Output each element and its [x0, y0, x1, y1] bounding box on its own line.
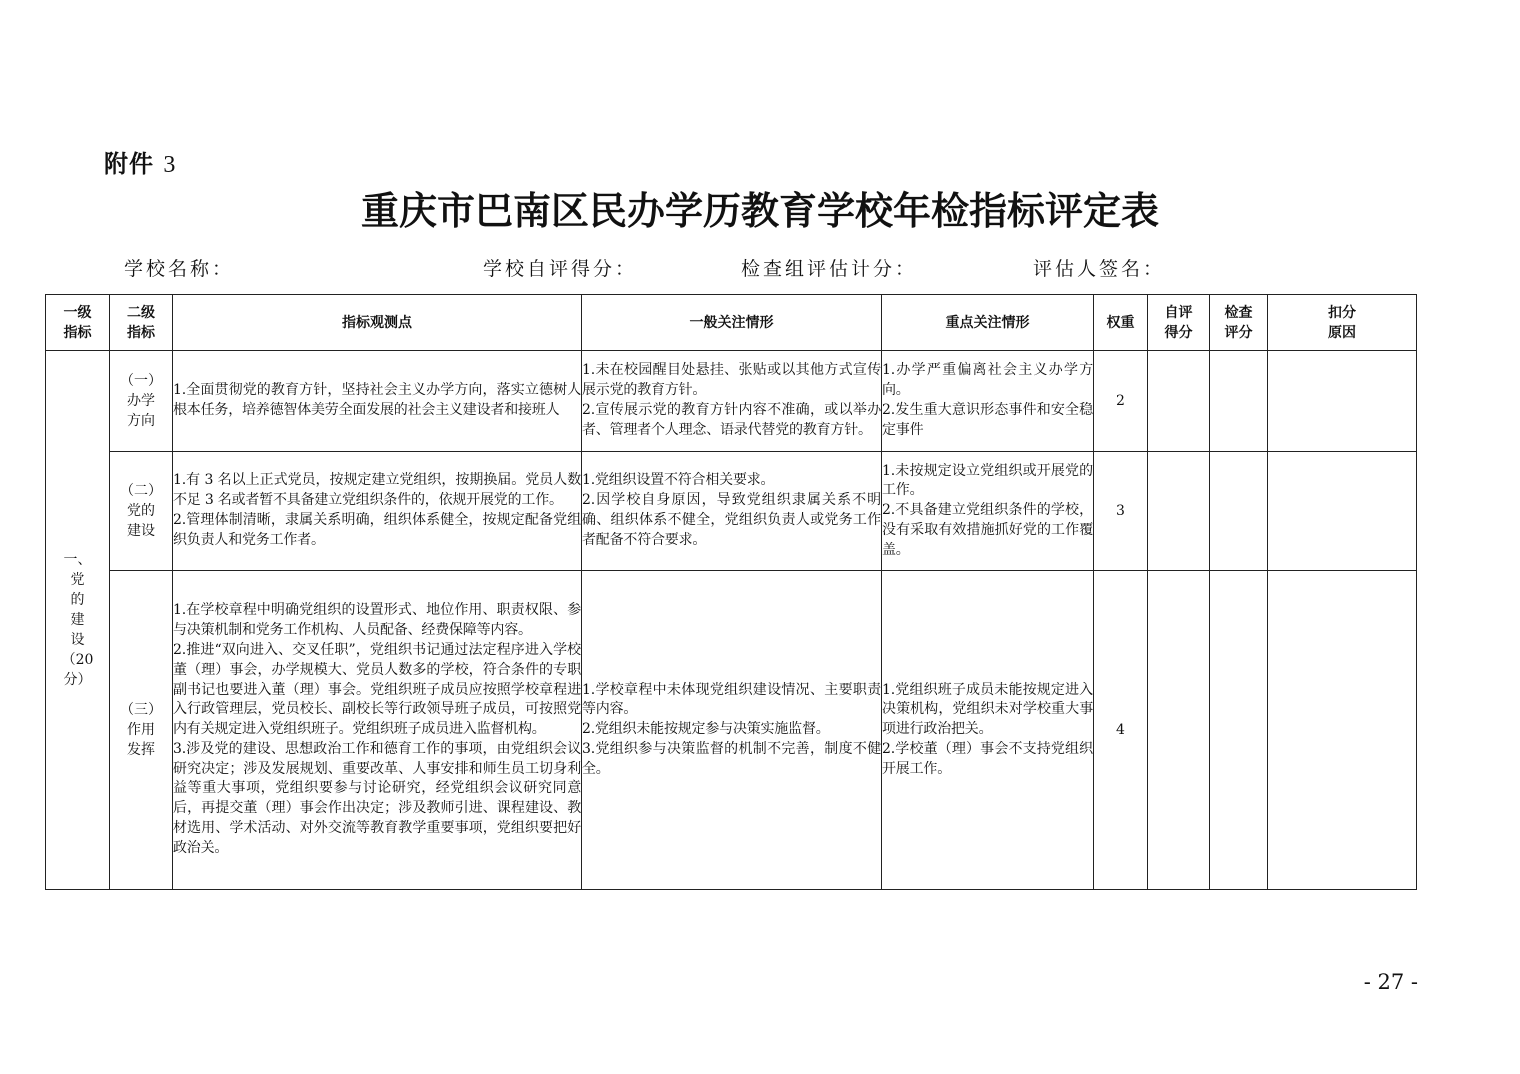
attachment-text: 附件 — [104, 150, 154, 178]
header-weight: 权重 — [1094, 295, 1148, 351]
level2-cell: （三） 作用 发挥 — [110, 571, 173, 890]
level2-cell: （二） 党的 建设 — [110, 452, 173, 571]
inspection-score-label: 检查组评估计分： — [741, 258, 918, 280]
header-deduct: 扣分 原因 — [1268, 295, 1417, 351]
header-self-eval: 自评 得分 — [1148, 295, 1210, 351]
observation-cell: 1.有 3 名以上正式党员，按规定建立党组织，按期换届。党员人数不足 3 名或者暂不具备建立党组织条件的，依规开展党的工作。 2.管理体制清晰，隶属关系明确，组织体系健全，按规定配备党组织负责人和党务工作者。 — [173, 452, 582, 571]
evaluation-table — [45, 294, 1417, 890]
deduct-cell[interactable] — [1268, 571, 1417, 890]
table-row — [46, 351, 1417, 452]
inspect-cell[interactable] — [1210, 452, 1268, 571]
attachment-number: 3 — [163, 152, 177, 178]
school-name-label: 学校名称： — [124, 258, 235, 280]
inspect-cell[interactable] — [1210, 351, 1268, 452]
key-cell: 1.党组织班子成员未能按规定进入决策机构，党组织未对学校重大事项进行政治把关。 2.学校董（理）事会不支持党组织开展工作。 — [882, 571, 1094, 890]
observation-cell: 1.在学校章程中明确党组织的设置形式、地位作用、职责权限、参与决策机制和党务工作机构、人员配备、经费保障等内容。 2.推进“双向进入、交叉任职”，党组织书记通过法定程序进入学校董（理）事会，办学规模大、党员人数多的学校，符合条件的专职副书记也要进入董（理）事会。党组织班子成员应按照学校章程进入行政管理层，党员校长、副校长等行政领导班子成员，可按照党内有关规定进入党组织班子。党组织班子成员进入监督机构。 3.涉及党的建设、思想政治工作和德育工作的事项，由党组织会议研究决定；涉及发展规划、重要改革、人事安排和师生员工切身利益等重大事项，党组织要参与讨论研究，经党组织会议研究同意后，再提交董（理）事会作出决定；涉及教师引进、课程建设、教材选用、学术活动、对外交流等教育教学重要事项，党组织要把好政治关。 — [173, 571, 582, 890]
self-eval-cell[interactable] — [1148, 571, 1210, 890]
general-cell: 1.党组织设置不符合相关要求。 2.因学校自身原因，导致党组织隶属关系不明确、组织体系不健全，党组织负责人或党务工作者配备不符合要求。 — [582, 452, 882, 571]
deduct-cell[interactable] — [1268, 452, 1417, 571]
key-cell: 1.办学严重偏离社会主义办学方向。 2.发生重大意识形态事件和安全稳定事件 — [882, 351, 1094, 452]
header-general: 一般关注情形 — [582, 295, 882, 351]
self-eval-cell[interactable] — [1148, 351, 1210, 452]
page-number: - 27 - — [1363, 970, 1418, 994]
header-level1: 一级 指标 — [46, 295, 110, 351]
self-score-label: 学校自评得分： — [483, 258, 638, 280]
observation-cell: 1.全面贯彻党的教育方针，坚持社会主义办学方向，落实立德树人根本任务，培养德智体美劳全面发展的社会主义建设者和接班人 — [173, 351, 582, 452]
header-inspect: 检查 评分 — [1210, 295, 1268, 351]
page-title: 重庆市巴南区民办学历教育学校年检指标评定表 — [360, 188, 1159, 233]
deduct-cell[interactable] — [1268, 351, 1417, 452]
general-cell: 1.未在校园醒目处悬挂、张贴或以其他方式宣传展示党的教育方针。 2.宣传展示党的教育方针内容不准确，或以举办者、管理者个人理念、语录代替党的教育方针。 — [582, 351, 882, 452]
table-row — [46, 452, 1417, 571]
table-row — [46, 571, 1417, 890]
inspect-cell[interactable] — [1210, 571, 1268, 890]
self-eval-cell[interactable] — [1148, 452, 1210, 571]
weight-cell: 4 — [1094, 571, 1148, 890]
header-observation: 指标观测点 — [173, 295, 582, 351]
level2-cell: （一） 办学 方向 — [110, 351, 173, 452]
header-row — [46, 295, 1417, 351]
header-level2: 二级 指标 — [110, 295, 173, 351]
header-key: 重点关注情形 — [882, 295, 1094, 351]
attachment-label — [104, 144, 176, 179]
weight-cell: 3 — [1094, 452, 1148, 571]
weight-cell: 2 — [1094, 351, 1148, 452]
general-cell: 1.学校章程中未体现党组织建设情况、主要职责等内容。 2.党组织未能按规定参与决策实施监督。 3.党组织参与决策监督的机制不完善，制度不健全。 — [582, 571, 882, 890]
level1-cell: 一、 党 的 建 设 （20 分） — [46, 351, 110, 890]
key-cell: 1.未按规定设立党组织或开展党的工作。 2.不具备建立党组织条件的学校，没有采取有效措施抓好党的工作覆盖。 — [882, 452, 1094, 571]
evaluator-sign-label: 评估人签名： — [1033, 258, 1166, 280]
